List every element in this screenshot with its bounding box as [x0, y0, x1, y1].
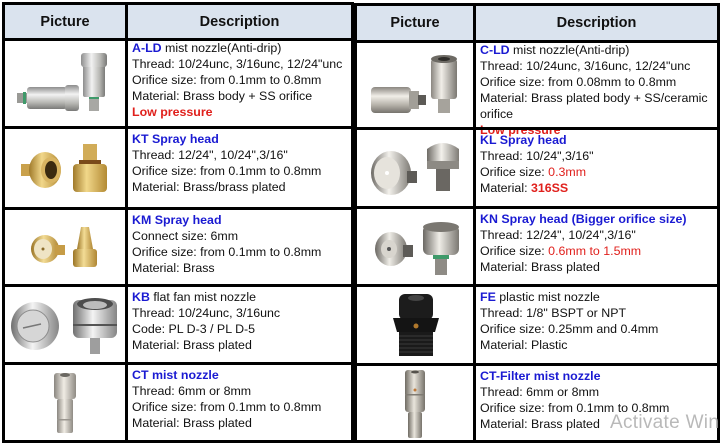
- product-image-km: [5, 210, 125, 284]
- spec-material: Material: Brass plated: [132, 338, 252, 352]
- product-name: mist nozzle(Anti-drip): [509, 43, 630, 57]
- spec-thread: Thread: 10/24unc, 3/16unc, 12/24"unc: [132, 57, 343, 71]
- spec-note: Low pressure: [132, 105, 213, 119]
- spec-material: Material: Brass plated: [132, 416, 252, 430]
- ct-filter-nozzle-icon: [395, 368, 435, 440]
- product-description: [128, 365, 351, 440]
- spec-thread: Thread: 1/8" BSPT or NPT: [480, 306, 627, 320]
- product-description: [128, 287, 351, 362]
- product-image-kb: [5, 287, 125, 362]
- spec-thread: Thread: 12/24", 10/24",3/16": [132, 148, 288, 162]
- spec-thread: Thread: 6mm or 8mm: [132, 384, 252, 398]
- product-title: KM Spray head: [132, 213, 222, 227]
- table-row: [5, 38, 351, 126]
- spec-orifice-value: 0.6mm to 1.5mm: [548, 244, 642, 258]
- product-name: flat fan mist nozzle: [149, 290, 256, 304]
- product-title: KT Spray head: [132, 132, 219, 146]
- spec-note: Low pressure: [480, 123, 561, 137]
- product-image-ct: [5, 365, 125, 440]
- table-row: [5, 362, 351, 440]
- spec-orifice: [480, 243, 717, 259]
- spec-code: Code: PL D-3 / PL D-5: [132, 322, 256, 336]
- table-row: [5, 284, 351, 362]
- spec-material: Material: Brass plated: [480, 260, 600, 274]
- product-title: KL Spray head: [480, 133, 567, 147]
- product-image-kn: [357, 209, 473, 284]
- product-code: A-LD: [132, 41, 162, 55]
- header-picture: Picture: [40, 13, 90, 30]
- spec-thread: Thread: 10/24unc, 3/16unc: [132, 306, 281, 320]
- header-description: Description: [199, 13, 280, 30]
- spec-thread: Thread: 10/24",3/16": [480, 149, 594, 163]
- left-product-table: [2, 2, 354, 443]
- spec-orifice: [480, 164, 717, 180]
- spec-material: Material: Brass plated: [480, 417, 600, 431]
- product-description: [128, 38, 351, 126]
- product-description: [476, 209, 717, 284]
- plastic-nozzle-icon: [385, 290, 445, 360]
- spec-material: Material: Brass body + SS orifice: [132, 89, 313, 103]
- spec-orifice: Orifice size: from 0.1mm to 0.8mm: [132, 164, 322, 178]
- spec-material: Material: Brass/brass plated: [132, 180, 286, 194]
- spec-orifice: Orifice size: from 0.1mm to 0.8mm: [480, 401, 670, 415]
- spec-material: Material: Brass plated body + SS/ceramic orifice: [480, 91, 708, 121]
- table-row: [5, 126, 351, 207]
- spec-orifice: Orifice size: 0.25mm and 0.4mm: [480, 322, 659, 336]
- product-description: [476, 130, 717, 206]
- activation-watermark: Activate Win: [610, 412, 720, 433]
- product-description: [476, 287, 717, 363]
- spec-thread: Thread: 12/24", 10/24",3/16": [480, 228, 636, 242]
- product-image-fe: [357, 287, 473, 363]
- product-image-kt: [5, 129, 125, 207]
- ct-nozzle-icon: [45, 369, 85, 437]
- anti-drip-nozzle-icon: [363, 47, 467, 121]
- spec-thread: Thread: 6mm or 8mm: [480, 385, 600, 399]
- product-image-ct-filter: [357, 366, 473, 441]
- table-row: [357, 284, 717, 363]
- product-title: CT mist nozzle: [132, 368, 219, 382]
- spec-material-value: 316SS: [530, 181, 569, 195]
- stainless-spray-head-icon: [365, 135, 465, 201]
- table-row: [357, 206, 717, 284]
- product-image-a-ld: [5, 38, 125, 126]
- product-description: [128, 129, 351, 207]
- spec-orifice: Orifice size: from 0.08mm to 0.8mm: [480, 75, 677, 89]
- right-product-table: [354, 3, 720, 443]
- product-description: [128, 210, 351, 284]
- spec-orifice-value: 0.3mm: [548, 165, 587, 179]
- table-header: [357, 6, 717, 43]
- spec-orifice: Orifice size: from 0.1mm to 0.8mm: [132, 73, 322, 87]
- brass-barb-spray-head-icon: [15, 219, 115, 275]
- product-title: KN Spray head (Bigger orifice size): [480, 212, 687, 226]
- spec-material: Material: Brass: [132, 261, 215, 275]
- product-title: CT-Filter mist nozzle: [480, 369, 601, 383]
- product-description: [476, 40, 717, 137]
- spec-thread: Thread: 10/24unc, 3/16unc, 12/24"unc: [480, 59, 691, 73]
- product-code: KB: [132, 290, 150, 304]
- table-row: [357, 127, 717, 206]
- flat-fan-nozzle-icon: [7, 290, 123, 360]
- table-row: [357, 40, 717, 137]
- spec-orifice-label: Orifice size:: [480, 244, 549, 258]
- product-image-kl: [357, 130, 473, 206]
- header-description: Description: [556, 15, 637, 31]
- table-header: [5, 5, 351, 41]
- spec-orifice: Orifice size: from 0.1mm to 0.8mm: [132, 245, 322, 259]
- product-name: mist nozzle(Anti-drip): [161, 41, 282, 55]
- product-code: C-LD: [480, 43, 510, 57]
- spec-material: Material: Plastic: [480, 338, 568, 352]
- anti-drip-nozzle-icon: [9, 45, 121, 119]
- plated-spray-head-icon: [365, 215, 465, 279]
- spec-connect: Connect size: 6mm: [132, 229, 239, 243]
- spec-material: [480, 180, 717, 196]
- product-image-c-ld: [357, 40, 473, 127]
- table-row: [5, 207, 351, 284]
- header-picture: Picture: [390, 15, 440, 31]
- spec-material-label: Material:: [480, 181, 531, 195]
- product-name: plastic mist nozzle: [495, 290, 600, 304]
- brass-spray-head-icon: [15, 138, 115, 198]
- spec-orifice-label: Orifice size:: [480, 165, 549, 179]
- product-code: FE: [480, 290, 496, 304]
- spec-orifice: Orifice size: from 0.1mm to 0.8mm: [132, 400, 322, 414]
